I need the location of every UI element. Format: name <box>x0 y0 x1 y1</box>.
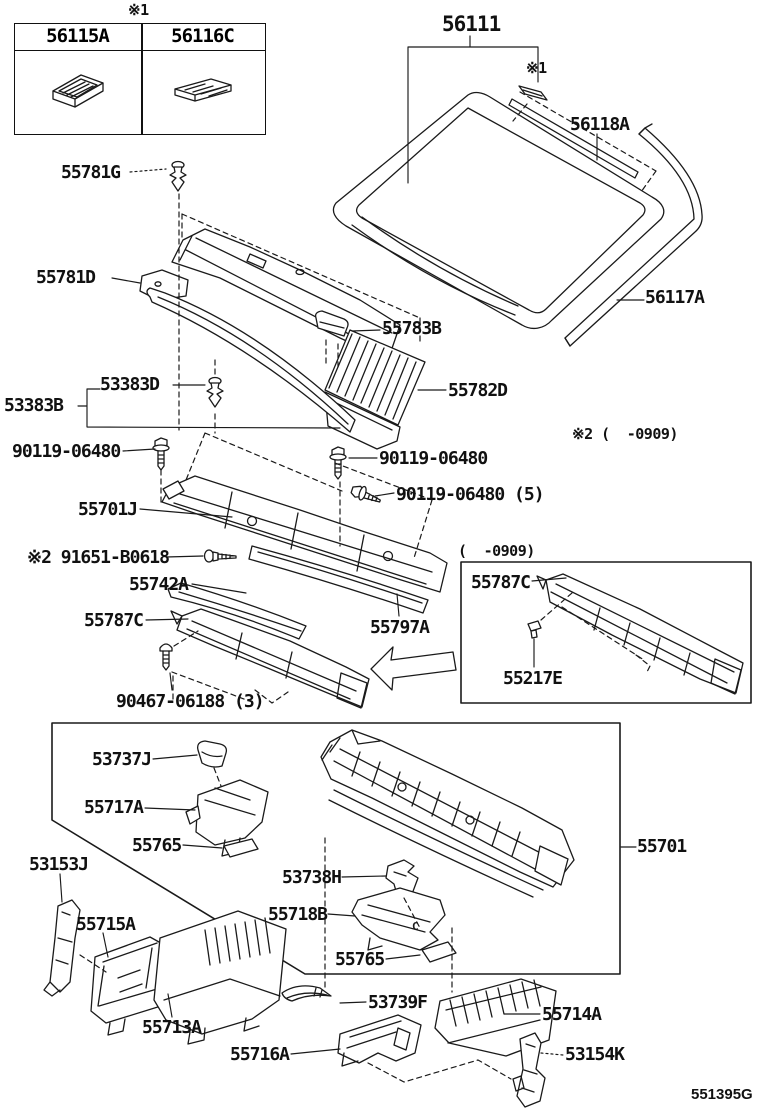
callout-55715A: 55715A <box>76 914 136 935</box>
callout-53737J: 53737J <box>92 749 152 770</box>
inset-header-right: 56116C <box>171 25 234 47</box>
callout-55782D: 55782D <box>448 380 508 401</box>
glass-stopper-56115A-icon <box>53 75 103 107</box>
glass-stopper-clip <box>519 86 547 100</box>
callout-55783B: 55783B <box>382 318 442 339</box>
bracket-53153J <box>44 900 80 996</box>
callout-53738H: 53738H <box>282 867 342 888</box>
bracket-55716A <box>338 1015 421 1066</box>
pad-53739F <box>282 986 331 1001</box>
callout-56117A: 56117A <box>645 287 705 308</box>
diagram-code: 551395G <box>691 1086 753 1103</box>
variant-note-box: ( -0909) <box>458 542 535 560</box>
screw-90467-icon <box>160 644 172 670</box>
callout-90119-right: 90119-06480 <box>379 448 488 469</box>
callout-53154K: 53154K <box>565 1044 625 1065</box>
callout-55797A: 55797A <box>370 617 430 638</box>
callout-53383B: 53383B <box>4 395 64 416</box>
part-marking-c: C <box>412 920 419 933</box>
callout-55742A: 55742A <box>129 574 189 595</box>
cowl-louver-vent <box>325 330 425 449</box>
callout-55781G: 55781G <box>61 162 121 183</box>
glass-spacer-56116C-icon <box>175 79 231 101</box>
direction-arrow <box>371 647 456 690</box>
bolt-90119-5-icon <box>350 483 383 506</box>
bracket-55718B <box>352 888 445 950</box>
inset-note: ※1 <box>128 1 149 19</box>
cowl-assembly-55701 <box>321 730 574 897</box>
callout-90119-left: 90119-06480 <box>12 441 121 462</box>
inset-part-drawings <box>15 51 264 133</box>
callout-55781D: 55781D <box>36 267 96 288</box>
callout-53739F: 53739F <box>368 992 428 1013</box>
variant-note-right: ※2 ( -0909) <box>572 425 678 443</box>
callout-53383D: 53383D <box>100 374 160 395</box>
callout-55713A: 55713A <box>142 1017 202 1038</box>
callout-53153J: 53153J <box>29 854 89 875</box>
callout-55765-b: 55765 <box>335 949 385 970</box>
callout-55701J: 55701J <box>78 499 138 520</box>
screw-91651-icon <box>205 550 237 562</box>
clip-53383D-icon <box>207 378 223 408</box>
callout-55787C-box: 55787C <box>471 572 531 593</box>
grommet-53737J <box>198 741 227 767</box>
callout-55217E: 55217E <box>503 668 563 689</box>
callout-56118A: 56118A <box>570 114 630 135</box>
clip-55217E-icon <box>528 621 541 638</box>
bolt-90119-left-icon <box>153 438 169 470</box>
callout-55718B: 55718B <box>268 904 328 925</box>
callout-55714A: 55714A <box>542 1004 602 1025</box>
glass-clip-note: ※1 <box>526 59 547 77</box>
callout-56111: 56111 <box>442 12 501 36</box>
callout-55787C-left: 55787C <box>84 610 144 631</box>
callout-90119-right-5: 90119-06480 (5) <box>396 484 544 505</box>
callout-90467-06188: 90467-06188 (3) <box>116 691 264 712</box>
callout-91651-B0618: ※2 91651-B0618 <box>27 547 169 568</box>
callout-55765-a: 55765 <box>132 835 182 856</box>
callout-55716A: 55716A <box>230 1044 290 1065</box>
callout-55717A: 55717A <box>84 797 144 818</box>
inset-table <box>14 23 266 135</box>
callout-55701: 55701 <box>637 836 687 857</box>
inset-header-left: 56115A <box>46 25 109 47</box>
bolt-90119-right-icon <box>330 447 346 479</box>
clip-55781G-icon <box>170 162 186 192</box>
